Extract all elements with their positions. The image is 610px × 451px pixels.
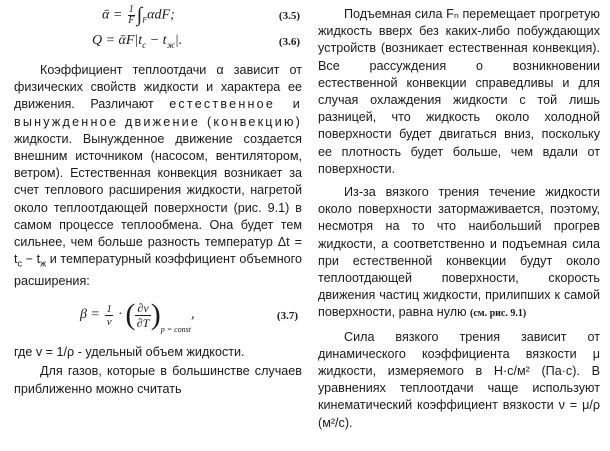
paragraph-text-a: Коэффициент теплоотдачи α зависит от физических свойств жидкости и характера ее движения. Различают [14, 63, 302, 112]
constant-pressure-subscript: p = const [160, 325, 191, 335]
right-column [318, 0, 600, 432]
formula-3-5-lhs: ᾱ = [102, 7, 126, 23]
right-paren: ) [150, 298, 161, 332]
formula-3-6-minus: − t [146, 33, 167, 48]
subscript-c: c [142, 39, 147, 50]
left-paren: ( [125, 298, 136, 332]
beta-symbol: β = [80, 307, 104, 323]
left-column [14, 0, 302, 398]
paragraph-text-c: − t [22, 252, 41, 267]
equation-number-3-7: (3.7) [276, 310, 298, 323]
fraction-denominator: F [128, 15, 135, 26]
paragraph-viscous-friction [318, 184, 600, 323]
fraction-denominator: v [106, 315, 112, 328]
paragraph-heat-transfer-coefficient [14, 62, 302, 290]
partial-denominator: ∂T [136, 315, 150, 330]
formula-3-7-fraction [105, 303, 113, 328]
integral-subscript: F [142, 15, 148, 25]
subscript-zh: ж [166, 39, 175, 50]
formula-3-6 [14, 30, 302, 58]
paragraph-specific-volume: где v = 1/ρ - удельный объем жидкости. [14, 345, 245, 360]
formula-3-5-rhs: αdF; [147, 7, 175, 23]
formula-3-7-expression [80, 298, 194, 334]
partial-numerator: ∂v [137, 300, 149, 315]
formula-3-7 [14, 294, 302, 342]
formula-3-5-fraction [128, 5, 135, 26]
spaced-emphasis-text: естественное и вынужденное движение (конвекцию) [14, 97, 303, 129]
fraction-numerator: 1 [106, 302, 112, 315]
multiplication-dot: · [114, 307, 126, 323]
integral-sign: ∫ [136, 4, 143, 26]
formula-3-6-expression [92, 33, 182, 50]
formula-3-6-end: |. [174, 33, 183, 48]
partial-derivative [135, 301, 150, 330]
subscript-c: c [17, 258, 22, 269]
subscript-zh: ж [40, 258, 47, 269]
fraction-numerator: 1 [128, 4, 134, 15]
paragraph-text-b: жидкости. Вынужденное движение создается внешним источником (насосом, вентилятором, ветром). Естественная конвекция возникает за счет теплового расширения жидкости, нагретой около теплоотдающей поверхности (рис. 9.1) в самом процессе теплообмена. Она будет тем сильнее, чем больше разность температур Δt = t [14, 131, 302, 267]
paragraph-text: Из-за вязкого трения течение жидкости около поверхности затормаживается, поэтому, несмотря на то что наибольший прогрев жидкости, а соответственно и подъемная сила при естественной конвекции будут около теплоотдающей поверхности, скорость движения частиц жидкости, прилипших к самой поверхности, равна нулю [318, 185, 600, 320]
formula-3-5 [14, 0, 302, 30]
equation-number-3-5: (3.5) [278, 10, 300, 22]
paragraph-gases: Для газов, которые в большинстве случаев приближенно можно считать [14, 364, 302, 396]
paragraph-text-d: и температурный коэффициент объемного расширения: [14, 252, 302, 288]
paragraph-lifting-force: Подъемная сила Fₙ перемещает прогретую жидкость вверх без каких-либо побуждающих устройств (возникает естественная конвекция). Все рассуждения о возникновении естественной конвекции справедливы и для случая охлаждения жидкости с той лишь разницей, что жидкость около холодной поверхности будет двигаться вниз, поскольку ее плотность будет больше, чем вдали от поверхности. [318, 7, 600, 176]
formula-3-6-text: Q = ᾱF|t [92, 33, 143, 48]
formula-3-7-end: , [190, 307, 195, 323]
formula-3-5-expression [102, 4, 175, 27]
figure-reference: (см. рис. 9.1) [470, 308, 527, 320]
paragraph-viscosity: Сила вязкого трения зависит от динамического коэффициента вязкости μ жидкости, измеряемого в Н·с/м² (Па·с). В уравнениях теплоотдачи чаще используют кинематический коэффициент вязкости ν = μ/ρ (м²/с). [318, 329, 600, 430]
equation-number-3-6: (3.6) [278, 36, 300, 48]
